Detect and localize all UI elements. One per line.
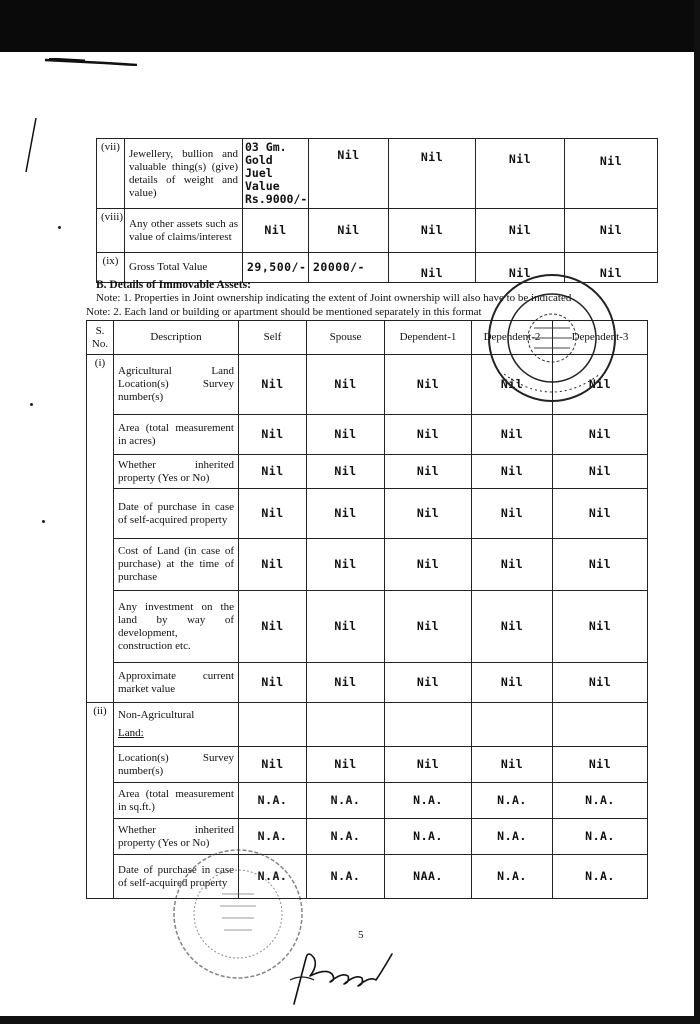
header-self: Self xyxy=(239,321,307,355)
header-description: Description xyxy=(114,321,239,355)
dependent-1-value: Nil xyxy=(385,489,472,539)
self-value: Nil xyxy=(239,455,307,489)
page-number: 5 xyxy=(358,929,364,941)
immovable-assets-table xyxy=(86,320,648,899)
row-description: Date of purchase in case of self-acquired property xyxy=(114,855,239,899)
self-value: Nil xyxy=(239,355,307,415)
dependent-1-value: Nil xyxy=(389,253,476,283)
spouse-value: Nil xyxy=(307,747,385,783)
official-seal-top xyxy=(484,270,620,406)
dependent-3-value: N.A. xyxy=(553,855,648,899)
movable-assets-table xyxy=(96,138,658,283)
spouse-value: Nil xyxy=(307,663,385,703)
dependent-2-value: Nil xyxy=(472,489,553,539)
table-row xyxy=(87,783,648,819)
row-description: Location(s) Survey number(s) xyxy=(114,747,239,783)
dependent-2-value: Nil xyxy=(472,415,553,455)
dependent-3-value: Nil xyxy=(565,139,658,209)
dependent-2-value: N.A. xyxy=(472,855,553,899)
group-subtitle: Land: xyxy=(118,727,144,739)
dependent-2-value: N.A. xyxy=(472,783,553,819)
row-description: Approximate current market value xyxy=(114,663,239,703)
serial-number: (viii) xyxy=(97,209,125,253)
table-row xyxy=(97,209,658,253)
dependent-1-value: N.A. xyxy=(385,819,472,855)
self-value: N.A. xyxy=(239,783,307,819)
table-row xyxy=(87,591,648,663)
serial-number: (ix) xyxy=(97,253,125,283)
header-dependent-1: Dependent-1 xyxy=(385,321,472,355)
dependent-1-value: Nil xyxy=(385,591,472,663)
table-row xyxy=(87,455,648,489)
row-description: Any investment on the land by way of development, construction etc. xyxy=(114,591,239,663)
row-description: Jewellery, bullion and valuable thing(s) (give) details of weight and value) xyxy=(125,139,243,209)
spouse-value: Nil xyxy=(307,415,385,455)
header-dependent-3: Dependent-3 xyxy=(553,321,648,355)
dependent-1-value: Nil xyxy=(389,139,476,209)
table-row xyxy=(87,703,648,747)
dependent-3-value: Nil xyxy=(553,591,648,663)
dependent-1-value: Nil xyxy=(389,209,476,253)
dependent-3-value: N.A. xyxy=(553,819,648,855)
scan-bottom-border xyxy=(0,1016,700,1024)
dependent-2-value: Nil xyxy=(476,139,565,209)
table-row xyxy=(97,139,658,209)
table-row xyxy=(87,415,648,455)
dependent-1-value: Nil xyxy=(385,415,472,455)
spouse-value: 20000/- xyxy=(309,253,389,283)
table-row xyxy=(87,489,648,539)
spouse-value: Nil xyxy=(307,539,385,591)
group-serial: (i) xyxy=(87,355,114,703)
spouse-value: N.A. xyxy=(307,783,385,819)
scan-mark-top xyxy=(45,58,137,66)
spouse-value: Nil xyxy=(307,455,385,489)
scan-speck xyxy=(58,226,61,229)
header-serial: S. No. xyxy=(87,321,114,355)
row-description: Any other assets such as value of claims/interest xyxy=(125,209,243,253)
self-value: Nil xyxy=(243,209,309,253)
scan-speck xyxy=(42,520,45,523)
dependent-3-value: Nil xyxy=(553,355,648,415)
table-row xyxy=(87,539,648,591)
dependent-3-value: Nil xyxy=(553,663,648,703)
scan-mark-side xyxy=(22,116,40,176)
self-value: Nil xyxy=(239,663,307,703)
spouse-value: N.A. xyxy=(307,855,385,899)
dependent-3-value: Nil xyxy=(553,539,648,591)
empty-cell xyxy=(307,703,385,747)
dependent-2-value: Nil xyxy=(476,209,565,253)
row-description: Cost of Land (in case of purchase) at the time of purchase xyxy=(114,539,239,591)
scan-top-border xyxy=(0,0,700,52)
dependent-1-value: Nil xyxy=(385,663,472,703)
group-title-cell xyxy=(114,703,239,747)
dependent-2-value: N.A. xyxy=(472,819,553,855)
spouse-value: Nil xyxy=(307,489,385,539)
empty-cell xyxy=(553,703,648,747)
section-title: B. Details of Immovable Assets: xyxy=(96,279,251,291)
self-value: 29,500/- xyxy=(243,253,309,283)
dependent-3-value: Nil xyxy=(553,455,648,489)
header-spouse: Spouse xyxy=(307,321,385,355)
row-description: Agricultural Land Location(s) Survey number(s) xyxy=(114,355,239,415)
dependent-3-value: Nil xyxy=(553,489,648,539)
dependent-2-value: Nil xyxy=(472,747,553,783)
header-dependent-2: Dependent-2 xyxy=(472,321,553,355)
row-description: Whether inherited property (Yes or No) xyxy=(114,455,239,489)
spouse-value: N.A. xyxy=(307,819,385,855)
dependent-3-value: Nil xyxy=(553,747,648,783)
self-value: Nil xyxy=(239,539,307,591)
dependent-3-value: N.A. xyxy=(553,783,648,819)
row-description: Area (total measurement in sq.ft.) xyxy=(114,783,239,819)
serial-number: (vii) xyxy=(97,139,125,209)
self-value: 03 Gm. Gold Juel Value Rs.9000/- xyxy=(243,139,309,209)
empty-cell xyxy=(385,703,472,747)
dependent-1-value: Nil xyxy=(385,539,472,591)
spouse-value: Nil xyxy=(307,591,385,663)
empty-cell xyxy=(472,703,553,747)
dependent-2-value: Nil xyxy=(472,591,553,663)
spouse-value: Nil xyxy=(307,355,385,415)
self-value: Nil xyxy=(239,591,307,663)
dependent-3-value: Nil xyxy=(553,415,648,455)
self-value: Nil xyxy=(239,489,307,539)
row-description: Whether inherited property (Yes or No) xyxy=(114,819,239,855)
dependent-1-value: NAA. xyxy=(385,855,472,899)
table-row xyxy=(87,663,648,703)
note-2: Note: 2. Each land or building or apartment should be mentioned separately in this format xyxy=(86,306,482,318)
row-description: Date of purchase in case of self-acquired property xyxy=(114,489,239,539)
row-description: Gross Total Value xyxy=(125,253,243,283)
dependent-2-value: Nil xyxy=(472,455,553,489)
spouse-value: Nil xyxy=(309,139,389,209)
group-serial: (ii) xyxy=(87,703,114,899)
dependent-1-value: Nil xyxy=(385,455,472,489)
spouse-value: Nil xyxy=(309,209,389,253)
dependent-2-value: Nil xyxy=(472,539,553,591)
scan-right-border xyxy=(694,0,700,1024)
group-title: Non-Agricultural xyxy=(118,709,195,721)
dependent-1-value: N.A. xyxy=(385,783,472,819)
dependent-1-value: Nil xyxy=(385,355,472,415)
row-description: Area (total measurement in acres) xyxy=(114,415,239,455)
dependent-2-value: Nil xyxy=(472,663,553,703)
self-value: Nil xyxy=(239,747,307,783)
empty-cell xyxy=(239,703,307,747)
scan-speck xyxy=(30,403,33,406)
dependent-3-value: Nil xyxy=(565,209,658,253)
dependent-2-value: Nil xyxy=(472,355,553,415)
table-row xyxy=(87,747,648,783)
dependent-3-value: Nil xyxy=(565,253,658,283)
self-value: Nil xyxy=(239,415,307,455)
dependent-1-value: Nil xyxy=(385,747,472,783)
dependent-2-value: Nil xyxy=(476,253,565,283)
note-1: Note: 1. Properties in Joint ownership indicating the extent of Joint ownership will also have to be indicated xyxy=(96,292,572,304)
signature xyxy=(280,928,400,1008)
self-value: N.A. xyxy=(239,819,307,855)
self-value: N.A. xyxy=(239,855,307,899)
